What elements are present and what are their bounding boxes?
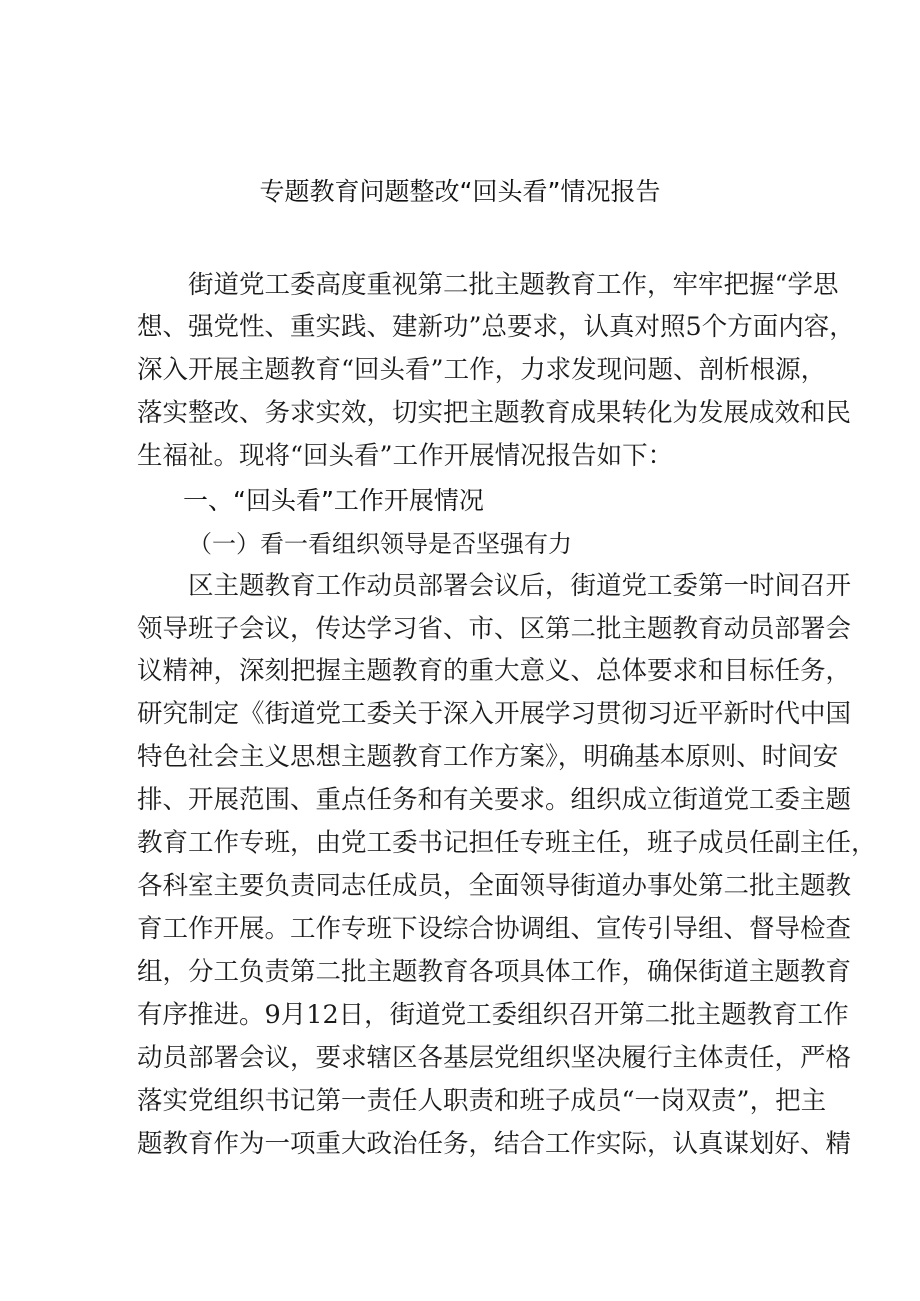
body-line: 动员部署会议，要求辖区各基层党组织坚决履行主体责任，严格 xyxy=(137,1043,852,1073)
body-line: 题教育作为一项重大政治任务，结合工作实际，认真谋划好、精 xyxy=(137,1129,852,1159)
intro-line: 生福祉。现将“回头看”工作开展情况报告如下： xyxy=(137,441,674,471)
body-line: 区主题教育工作动员部署会议后，街道党工委第一时间召开 xyxy=(188,571,852,601)
body-line: 议精神，深刻把握主题教育的重大意义、总体要求和目标任务， xyxy=(137,656,852,686)
body-line: 落实党组织书记第一责任人职责和班子成员“一岗双责”，把主 xyxy=(137,1086,827,1116)
intro-line: 落实整改、务求实效，切实把主题教育成果转化为发展成效和民 xyxy=(137,398,852,428)
body-line: 育工作开展。工作专班下设综合协调组、宣传引导组、督导检查 xyxy=(137,914,852,944)
intro-line: 深入开展主题教育“回头看”工作，力求发现问题、剖析根源， xyxy=(137,355,827,385)
body-line: 领导班子会议，传达学习省、市、区第二批主题教育动员部署会 xyxy=(137,614,852,644)
intro-line: 街道党工委高度重视第二批主题教育工作，牢牢把握“学思 xyxy=(188,270,839,300)
intro-line: 想、强党性、重实践、建新功”总要求，认真对照5个方面内容， xyxy=(137,312,855,342)
body-line: 各科室主要负责同志任成员，全面领导街道办事处第二批主题教 xyxy=(137,871,852,901)
body-line: 有序推进。9月12日，街道党工委组织召开第二批主题教育工作 xyxy=(137,1000,849,1030)
subsection-heading: （一）看一看组织领导是否坚强有力 xyxy=(188,530,572,558)
body-line: 排、开展范围、重点任务和有关要求。组织成立街道党工委主题 xyxy=(137,785,852,815)
body-line: 特色社会主义思想主题教育工作方案》，明确基本原则、时间安 xyxy=(137,742,839,772)
document-title: 专题教育问题整改“回头看”情况报告 xyxy=(259,177,661,206)
section-heading: 一、“回头看”工作开展情况 xyxy=(183,486,484,515)
body-line: 教育工作专班，由党工委书记担任专班主任，班子成员任副主任， xyxy=(137,828,877,858)
body-line: 研究制定《街道党工委关于深入开展学习贯彻习近平新时代中国 xyxy=(137,699,852,729)
body-line: 组，分工负责第二批主题教育各项具体工作，确保街道主题教育 xyxy=(137,957,852,987)
